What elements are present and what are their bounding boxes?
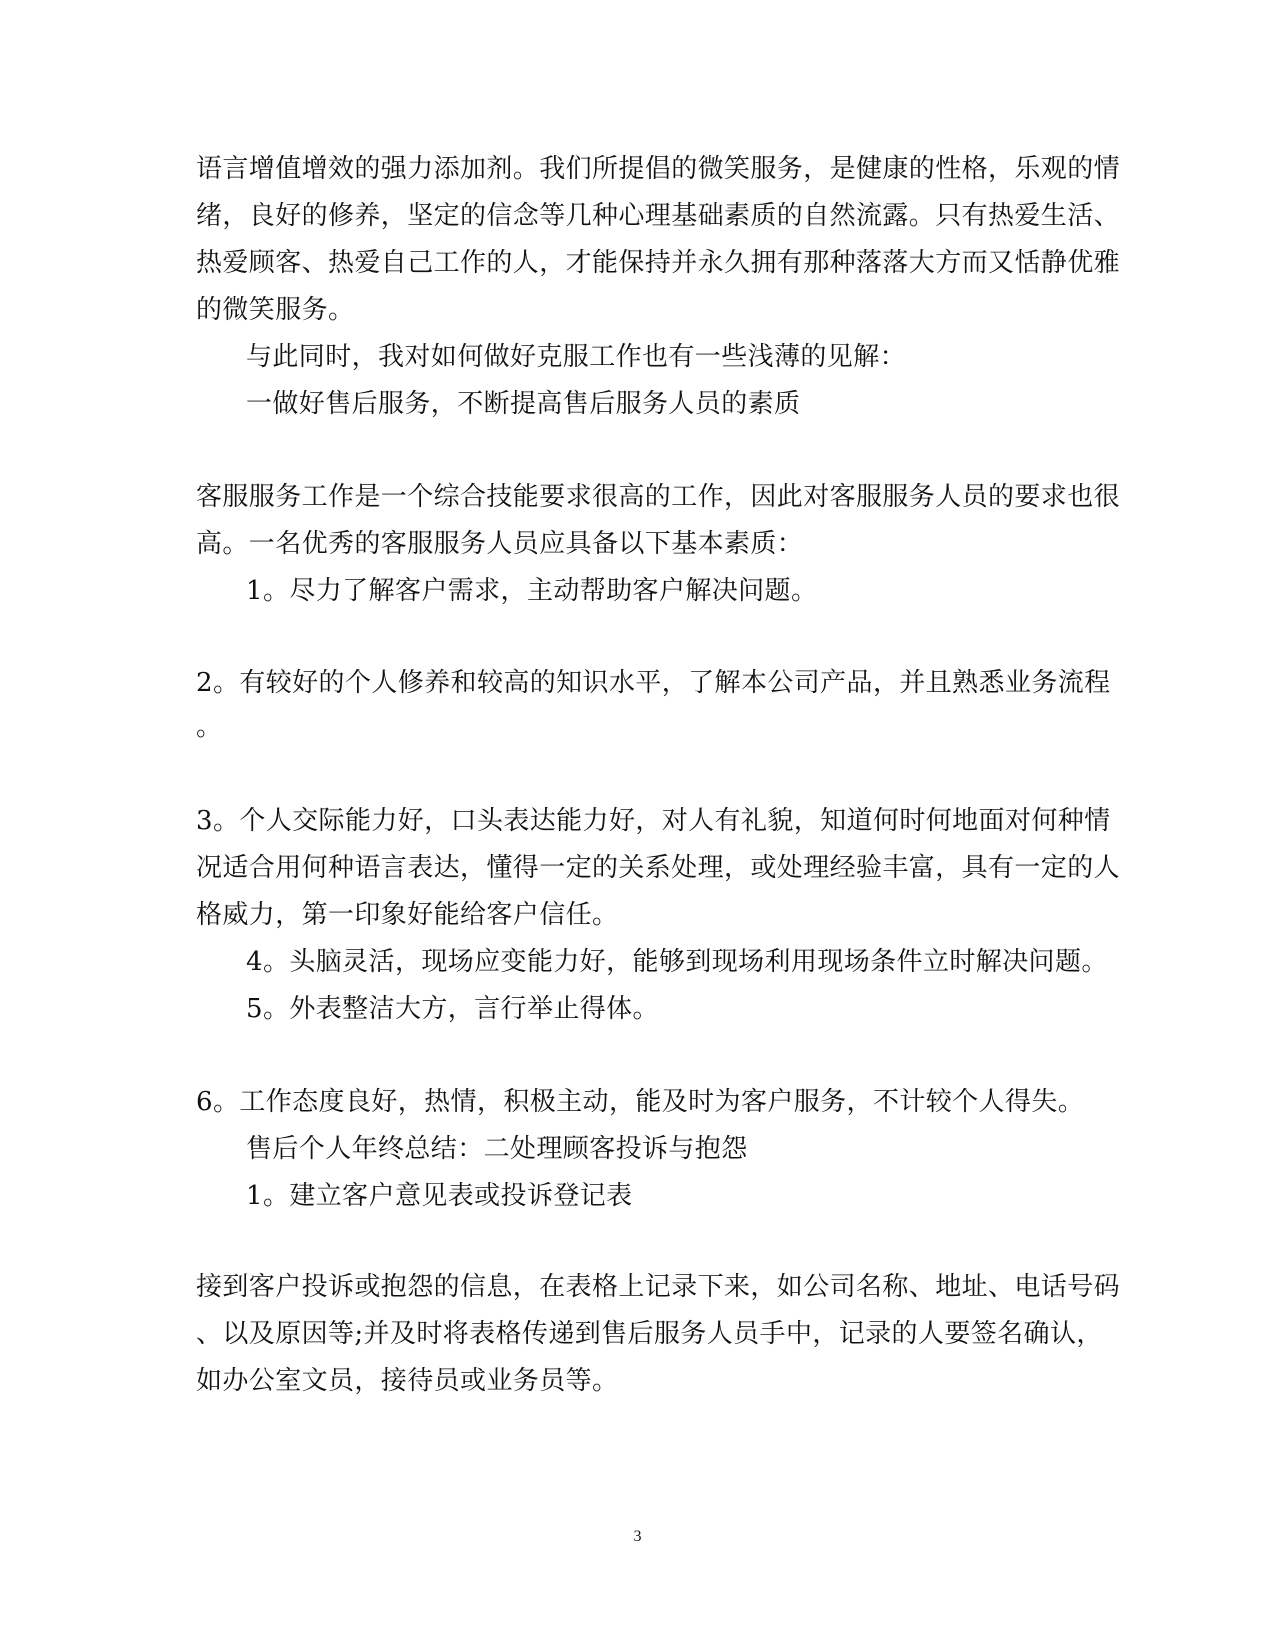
list-item: 4。头脑灵活，现场应变能力好，能够到现场利用现场条件立时解决问题。 xyxy=(246,947,1108,977)
page-number: 3 xyxy=(633,1528,642,1545)
paragraph-line: 与此同时，我对如何做好克服工作也有一些浅薄的见解： xyxy=(246,342,907,372)
list-item-continuation: 。 xyxy=(196,712,223,742)
list-item: 3。个人交际能力好，口头表达能力好，对人有礼貌，知道何时何地面对何种情 xyxy=(196,806,1111,836)
list-item: 5。外表整洁大方，言行举止得体。 xyxy=(246,994,659,1024)
section-heading: 售后个人年终总结：二处理顾客投诉与抱怨 xyxy=(246,1134,748,1164)
paragraph-line: 的微笑服务。 xyxy=(196,295,355,325)
paragraph-line: 高。一名优秀的客服服务人员应具备以下基本素质： xyxy=(196,529,804,559)
paragraph-line: 热爱顾客、热爱自己工作的人，才能保持并永久拥有那种落落大方而又恬静优雅 xyxy=(196,248,1121,278)
list-item: 1。尽力了解客户需求，主动帮助客户解决问题。 xyxy=(246,576,818,606)
list-item: 1。建立客户意见表或投诉登记表 xyxy=(246,1181,633,1211)
section-heading: 一做好售后服务，不断提高售后服务人员的素质 xyxy=(246,389,801,419)
paragraph-line: 接到客户投诉或抱怨的信息，在表格上记录下来，如公司名称、地址、电话号码 xyxy=(196,1272,1121,1302)
paragraph-line: 、以及原因等;并及时将表格传递到售后服务人员手中，记录的人要签名确认， xyxy=(196,1319,1103,1349)
paragraph-line: 绪，良好的修养，坚定的信念等几种心理基础素质的自然流露。只有热爱生活、 xyxy=(196,201,1121,231)
list-item: 6。工作态度良好，热情，积极主动，能及时为客户服务，不计较个人得失。 xyxy=(196,1087,1085,1117)
list-item-continuation: 格威力，第一印象好能给客户信任。 xyxy=(196,900,619,930)
paragraph-line: 客服服务工作是一个综合技能要求很高的工作，因此对客服服务人员的要求也很 xyxy=(196,482,1121,512)
list-item: 2。有较好的个人修养和较高的知识水平，了解本公司产品，并且熟悉业务流程 xyxy=(196,668,1111,698)
paragraph-line: 语言增值增效的强力添加剂。我们所提倡的微笑服务，是健康的性格，乐观的情 xyxy=(196,154,1121,184)
paragraph-line: 如办公室文员，接待员或业务员等。 xyxy=(196,1366,619,1396)
list-item-continuation: 况适合用何种语言表达，懂得一定的关系处理，或处理经验丰富，具有一定的人 xyxy=(196,853,1121,883)
